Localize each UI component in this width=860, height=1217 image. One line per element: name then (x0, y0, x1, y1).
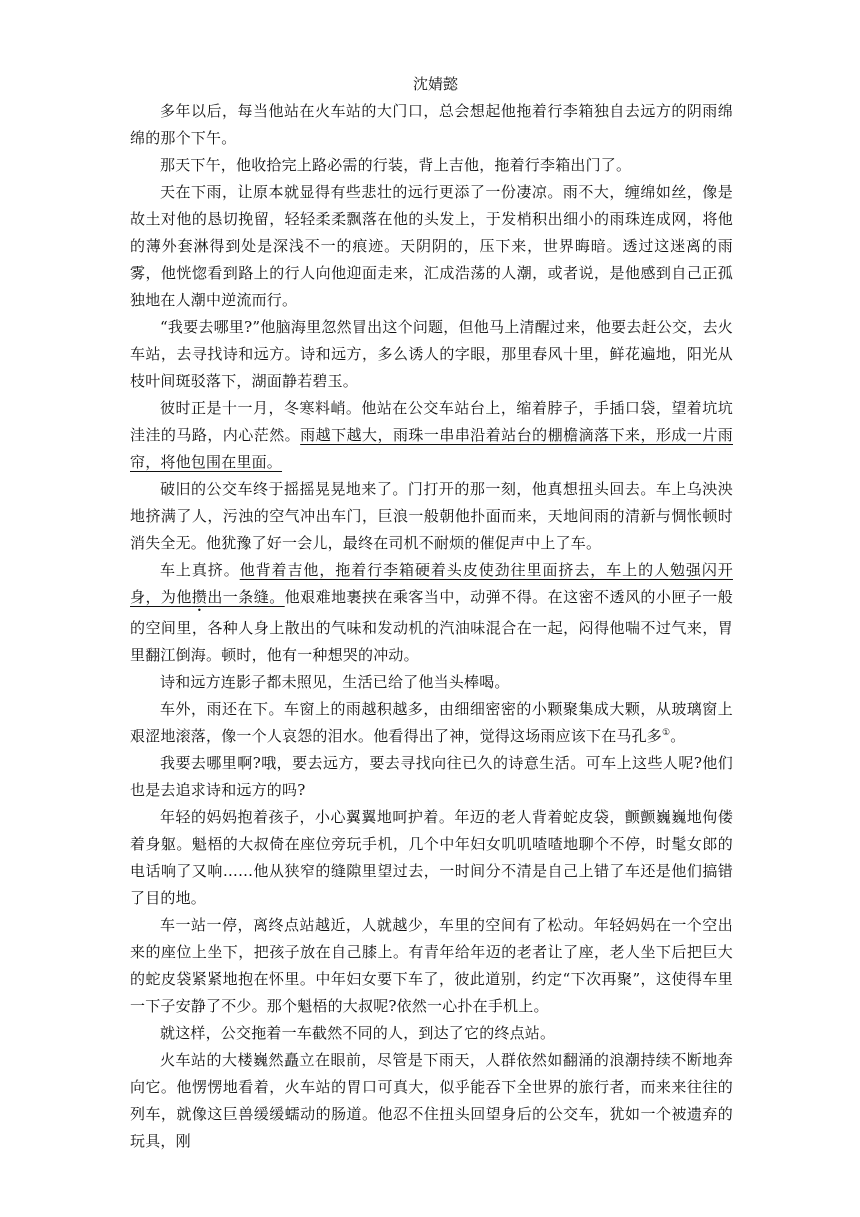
paragraph-3: 天在下雨，让原本就显得有些悲壮的远行更添了一份凄凉。雨不大，缠绵如丝，像是故土对他的恳切挽留，轻轻柔柔飘落在他的头发上，于发梢积出细小的雨珠连成网，将他的薄外套淋得到处是深浅不一的痕迹。天阴阴的，压下来，世界晦暗。透过这迷离的雨雾，他恍惚看到路上的行人向他迎面走来，汇成浩荡的人潮，或者说，是他感到自己正孤独地在人潮中逆流而行。 (130, 183, 733, 309)
paragraph-12: 车一站一停，离终点站越近，人就越少，车里的空间有了松动。年轻妈妈在一个空出来的座位上坐下，把孩子放在自己膝上。有青年给年迈的老者让了座，老人坐下后把巨大的蛇皮袋紧紧地抱在怀里。中年妇女要下车了，彼此道别，约定“下次再聚”，这使得车里一下子安静了不少。那个魁梧的大叔呢?依然一心扑在手机上。 (130, 916, 733, 1015)
paragraph-10: 我要去哪里啊?哦，要去远方，要去寻找向往已久的诗意生活。可车上这些人呢?他们也是去追求诗和远方的吗? (130, 754, 733, 799)
paragraph-8: 诗和远方连影子都未照见，生活已给了他当头棒喝。 (160, 673, 510, 691)
paragraph-2: 那天下午，他收拾完上路必需的行装，背上吉他，拖着行李箱出门了。 (160, 156, 632, 174)
underlined-sentence-squeeze-part-1: 他背着吉他，拖着行李箱硬着头皮使劲往里面挤去，车上的人勉强闪开身，为他 (130, 561, 733, 606)
paragraph-9 (130, 696, 733, 750)
footnote-marker: ① (662, 728, 671, 738)
paragraph-7 (130, 557, 733, 669)
author-name: 沈婧懿 (412, 75, 458, 93)
paragraph-5-text: 彼时正是十一月，冬寒料峭。他站在公交车站台上，缩着脖子，手插口袋，望着坑坑洼洼的马路，内心茫然。 (130, 399, 733, 444)
paragraph-7-rest: 他艰难地裹挟在乘客当中，动弹不得。在这密不透风的小匣子一般的空间里，各种人身上散出的气味和发动机的汽油味混合在一起，闷得他喘不过气来，胃里翻江倒海。顿时，他有一种想哭的冲动。 (130, 588, 733, 664)
paragraph-1: 多年以后，每当他站在火车站的大门口，总会想起他拖着行李箱独自去远方的阴雨绵绵的那个下午。 (130, 102, 733, 147)
paragraph-4: “我要去哪里?”他脑海里忽然冒出这个问题，但他马上清醒过来，他要去赶公交，去火车站，去寻找诗和远方。诗和远方，多么诱人的字眼，那里春风十里，鲜花遍地，阳光从枝叶间斑驳落下，湖面静若碧玉。 (130, 318, 733, 390)
paragraph-13: 就这样，公交拖着一车截然不同的人，到达了它的终点站。 (160, 1024, 556, 1042)
underlined-sentence-squeeze-part-2: 出一条缝。 (207, 588, 285, 606)
document-page (130, 70, 733, 1155)
paragraph-14: 火车站的大楼巍然矗立在眼前，尽管是下雨天，人群依然如翻涌的浪潮持续不断地奔向它。他愣愣地看着，火车站的胃口可真大，似乎能吞下全世界的旅行者，而来来往往的列车，就像这巨兽缓缓蠕动的肠道。他忍不住扭头回望身后的公交车，犹如一个被遗弃的玩具，刚 (130, 1051, 733, 1150)
paragraph-11: 年轻的妈妈抱着孩子，小心翼翼地呵护着。年迈的老人背着蛇皮袋，颤颤巍巍地佝偻着身躯。魁梧的大叔倚在座位旁玩手机，几个中年妇女叽叽喳喳地聊个不停，时髦女郎的电话响了又响……他从狭窄的缝隙里望过去，一时间分不清是自己上错了车还是他们搞错了目的地。 (130, 808, 733, 907)
paragraph-9-end: 。 (670, 727, 686, 745)
paragraph-5 (130, 395, 733, 476)
emphasis-dot-character: 攒 (191, 588, 208, 606)
paragraph-7-lead: 车上真挤。 (160, 561, 240, 579)
paragraph-6: 破旧的公交车终于摇摇晃晃地来了。门打开的那一刻，他真想扭头回去。车上乌泱泱地挤满了人，污浊的空气冲出车门，巨浪一般朝他扑面而来，天地间雨的清新与惆怅顿时消失全无。他犹豫了好一会儿，最终在司机不耐烦的催促声中上了车。 (130, 480, 733, 552)
underlined-sentence-rain-curtain: 雨越下越大，雨珠一串串沿着站台的棚檐滴落下来，形成一片雨帘，将他包围在里面。 (130, 426, 733, 471)
paragraph-9-text: 车外，雨还在下。车窗上的雨越积越多，由细细密密的小颗聚集成大颗，从玻璃窗上艰涩地滚落，像一个人哀怨的泪水。他看得出了神，觉得这场雨应该下在马孔多 (130, 700, 733, 745)
